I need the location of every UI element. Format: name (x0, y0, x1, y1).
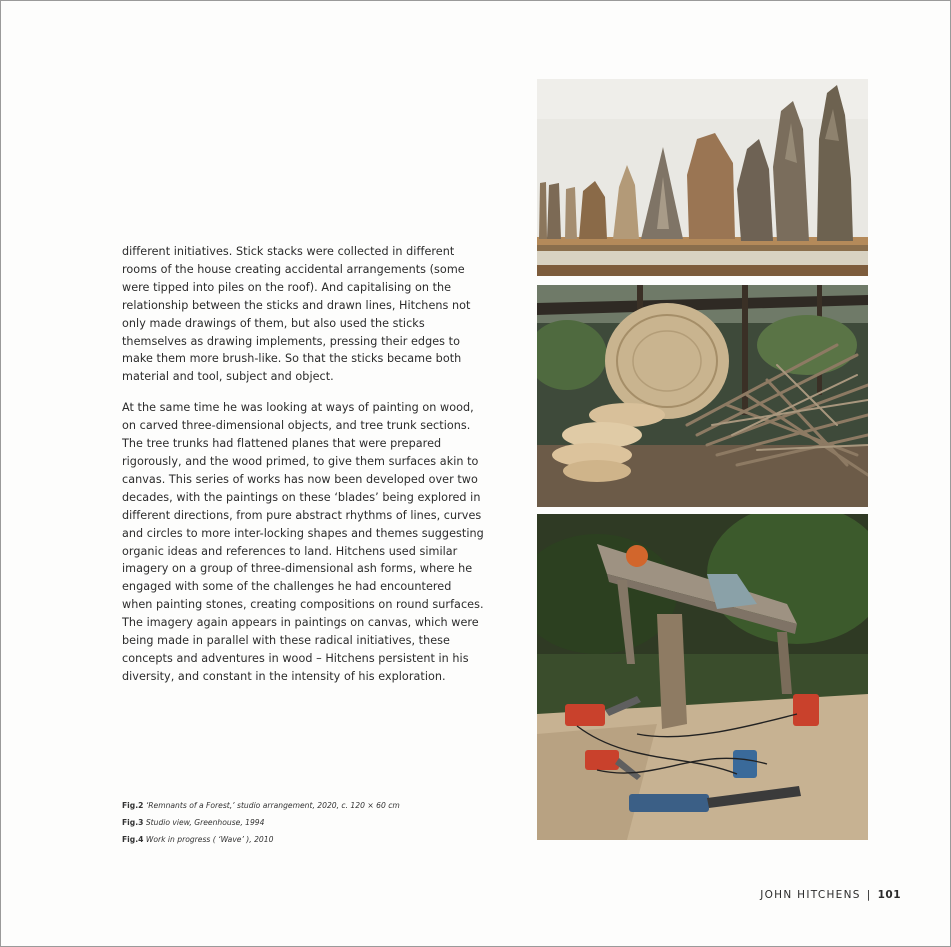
caption-fig-label: Fig.3 (122, 818, 144, 827)
caption-fig-label: Fig.2 (122, 801, 144, 810)
caption-text: ‘Remnants of a Forest,’ studio arrangement, 2020, c. 120 × 60 cm (145, 801, 400, 810)
photo-greenhouse-studio (537, 285, 868, 507)
caption-text: Work in progress ( ‘Wave’ ), 2010 (145, 835, 274, 844)
caption-fig-label: Fig.4 (122, 835, 144, 844)
caption-fig-2 (122, 797, 522, 814)
greenhouse-studio-image (537, 285, 868, 507)
photo-work-in-progress (537, 514, 868, 840)
footer-separator: | (866, 889, 872, 901)
studio-arrangement-image (537, 79, 868, 276)
figure-captions (122, 797, 522, 848)
author-name: JOHN HITCHENS (760, 889, 861, 901)
work-in-progress-image (537, 514, 868, 840)
caption-text: Studio view, Greenhouse, 1994 (145, 818, 265, 827)
running-footer (760, 889, 901, 901)
paragraph-2: At the same time he was looking at ways of painting on wood, on carved three-dimensional objects, and tree trunk sections. The tree trunks had flattened planes that were prepared rigorously, and the wood primed, to give them surfaces akin to canvas. This series of works has now been developed over two decades, with the paintings on these ‘blades’ being explored in different directions, from pure abstract rhythms of lines, curves and circles to more inter-locking shapes and themes suggesting organic ideas and references to land. Hitchens used similar imagery on a group of three-dimensional ash forms, where he engaged with some of the challenges he had encountered when painting stones, creating compositions on round surfaces. The imagery again appears in paintings on canvas, which were being made in parallel with these radical initiatives, these concepts and adventures in wood – Hitchens persistent in his diversity, and constant in the intensity of his exploration. (122, 401, 484, 683)
caption-fig-4 (122, 831, 522, 848)
body-text (122, 243, 484, 699)
photo-studio-arrangement (537, 79, 868, 276)
caption-fig-3 (122, 814, 522, 831)
page-number: 101 (877, 889, 901, 901)
paragraph-1: different initiatives. Stick stacks were collected in different rooms of the house creating accidental arrangements (some were tipped into piles on the roof). And capitalising on the relationship between the sticks and drawn lines, Hitchens not only made drawings of them, but also used the sticks themselves as drawing implements, pressing their edges to make them more brush-like. So that the sticks became both material and tool, subject and object. (122, 245, 471, 384)
